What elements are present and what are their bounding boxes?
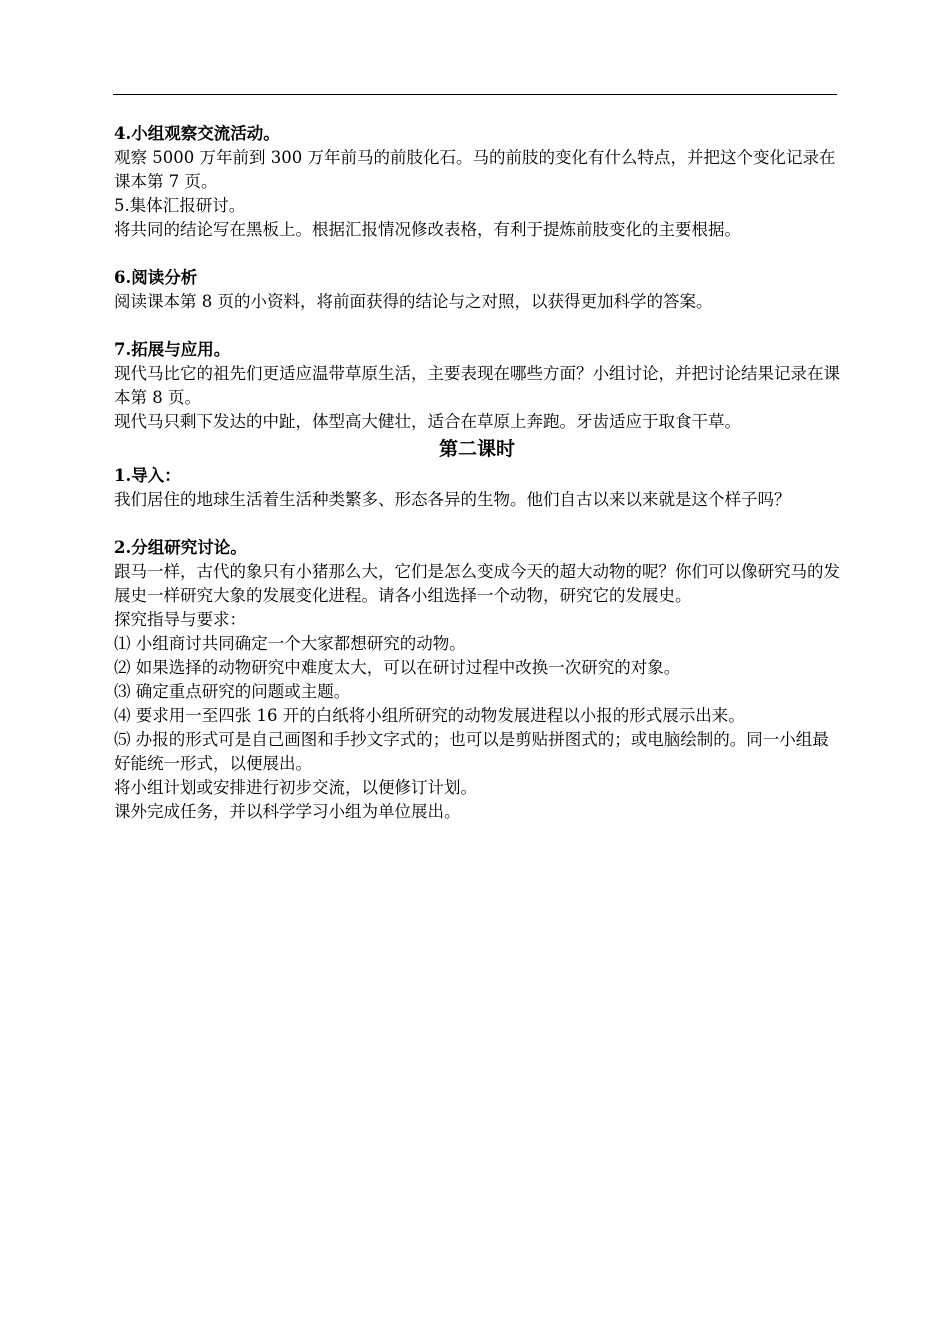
section-7-text: 现代马比它的祖先们更适应温带草原生活，主要表现在哪些方面？小组讨论，并把讨论结果记录在课本第 8 页。 xyxy=(114,364,840,407)
section-7-heading: 7.拓展与应用。 xyxy=(114,340,231,359)
header-rule xyxy=(113,94,837,95)
section-5-text: 将共同的结论写在黑板上。根据汇报情况修改表格，有利于提炼前肢变化的主要根据。 xyxy=(114,220,741,239)
document-body xyxy=(114,122,840,824)
lesson-2-section-2-heading: 2.分组研究讨论。 xyxy=(114,538,247,557)
guide-heading: 探究指导与要求： xyxy=(114,610,246,629)
guide-item-4: ⑷ 要求用一至四张 16 开的白纸将小组所研究的动物发展进程以小报的形式展示出来。 xyxy=(114,706,745,725)
lesson-2-section-1-text: 我们居住的地球生活着生活种类繁多、形态各异的生物。他们自古以来以来就是这个样子吗？ xyxy=(114,490,791,509)
section-6-heading: 6.阅读分析 xyxy=(114,268,198,287)
lesson-2-task-text: 课外完成任务，并以科学学习小组为单位展出。 xyxy=(114,802,461,821)
section-4-heading: 4.小组观察交流活动。 xyxy=(114,124,280,143)
guide-item-1: ⑴ 小组商讨共同确定一个大家都想研究的动物。 xyxy=(114,634,466,653)
lesson-2-plan-text: 将小组计划或安排进行初步交流，以便修订计划。 xyxy=(114,778,477,797)
guide-item-5: ⑸ 办报的形式可是自己画图和手抄文字式的；也可以是剪贴拼图式的；或电脑绘制的。同一小组最好能统一形式，以便展出。 xyxy=(114,730,829,773)
guide-item-2: ⑵ 如果选择的动物研究中难度太大，可以在研讨过程中改换一次研究的对象。 xyxy=(114,658,681,677)
guide-item-3: ⑶ 确定重点研究的问题或主题。 xyxy=(114,682,351,701)
section-4-text: 观察 5000 万年前到 300 万年前马的前肢化石。马的前肢的变化有什么特点，并把这个变化记录在课本第 7 页。 xyxy=(114,148,836,191)
lesson-2-title: 第二课时 xyxy=(438,438,515,460)
section-6-text: 阅读课本第 8 页的小资料，将前面获得的结论与之对照，以获得更加科学的答案。 xyxy=(114,292,713,311)
lesson-2-section-1-heading: 1.导入： xyxy=(114,466,181,485)
section-5-heading: 5.集体汇报研讨。 xyxy=(114,196,246,215)
lesson-2-section-2-text: 跟马一样，古代的象只有小猪那么大，它们是怎么变成今天的超大动物的呢？你们可以像研究马的发展史一样研究大象的发展变化进程。请各小组选择一个动物，研究它的发展史。 xyxy=(114,562,840,605)
section-7-answer: 现代马只剩下发达的中趾，体型高大健壮，适合在草原上奔跑。牙齿适应于取食干草。 xyxy=(114,412,741,431)
